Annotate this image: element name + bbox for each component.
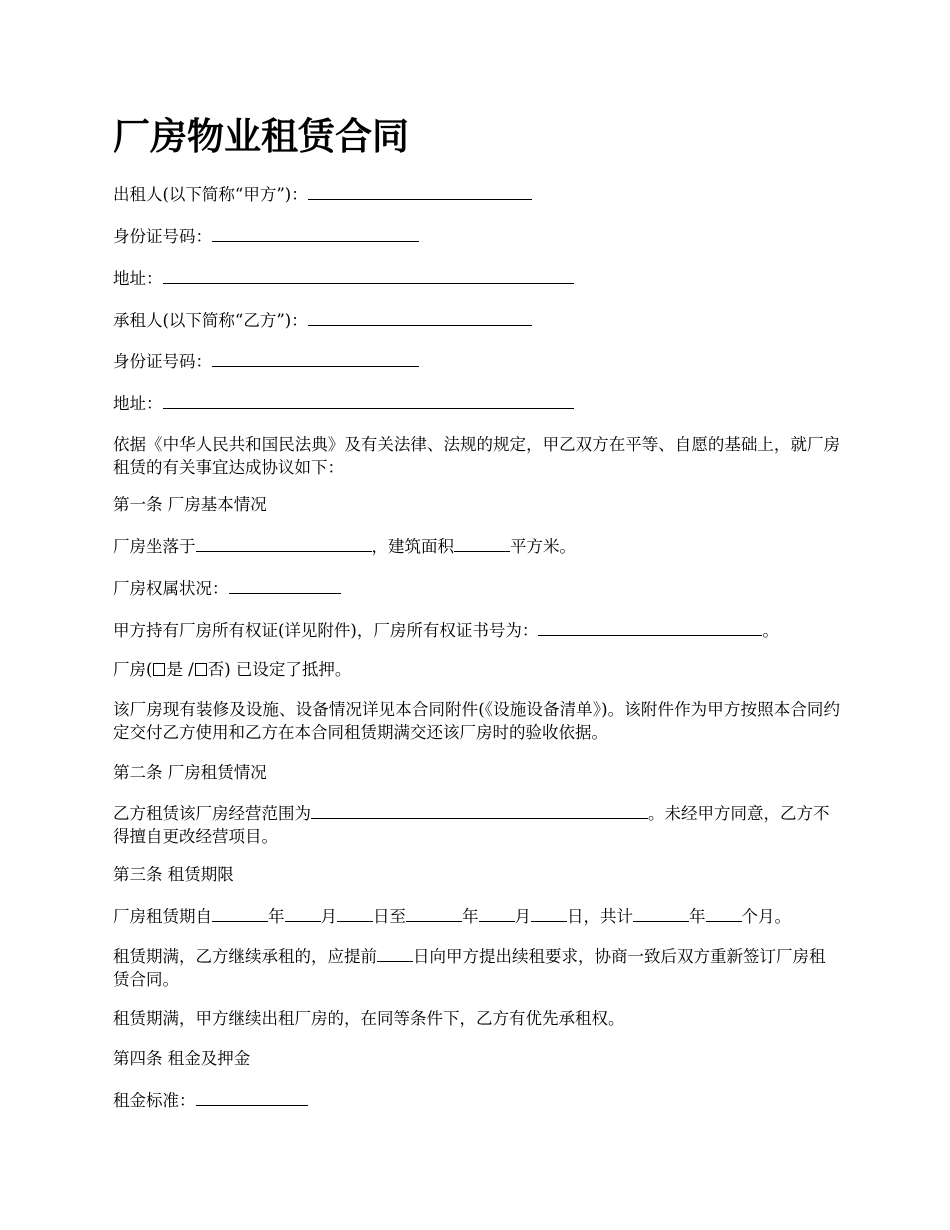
lessee-address-label: 地址： (113, 394, 163, 413)
location-label: 厂房坐落于 (113, 537, 196, 556)
lessee-address-blank (163, 391, 574, 409)
start-day-blank (337, 904, 373, 922)
rent-line (113, 1088, 840, 1112)
year-label: 年 (268, 907, 285, 926)
mortgage-line (113, 658, 840, 681)
renewal-label: 租赁期满，乙方继续承租的，应提前 (113, 947, 377, 966)
lessee-id-line (113, 349, 840, 373)
mortgage-no-label: 否) 已设定了抵押。 (207, 660, 352, 679)
day-total-label: 日，共计 (567, 907, 633, 926)
ownership-label: 厂房权属状况： (113, 579, 229, 598)
day-to-label: 日至 (373, 907, 406, 926)
total-years-blank (633, 904, 689, 922)
article4-heading: 第四条 租金及押金 (113, 1049, 251, 1068)
certificate-line (113, 618, 840, 642)
lessee-label: 承租人(以下简称“乙方”)： (113, 311, 308, 330)
year-label: 年 (462, 907, 479, 926)
lessor-name-blank (308, 182, 532, 200)
certificate-end: 。 (762, 621, 779, 640)
end-year-blank (406, 904, 462, 922)
lessee-id-blank (212, 349, 419, 367)
start-month-blank (285, 904, 321, 922)
lessor-label: 出租人(以下简称“甲方”)： (113, 185, 308, 204)
priority-line: 租赁期满，甲方继续出租厂房的，在同等条件下，乙方有优先承租权。 (113, 1009, 625, 1028)
lessor-address-label: 地址： (113, 269, 163, 288)
end-month-blank (479, 904, 515, 922)
area-unit: 平方米。 (510, 537, 576, 556)
area-label: ，建筑面积 (371, 537, 454, 556)
renewal-paragraph (113, 944, 840, 991)
renewal-suffix: 日向甲方提出续租要求，协商一致后双方重新签订厂房租赁合同。 (113, 947, 826, 989)
months-end-label: 个月。 (741, 907, 791, 926)
lessor-id-label: 身份证号码： (113, 227, 212, 246)
lessor-id-line (113, 224, 840, 248)
lessor-address-blank (163, 266, 574, 284)
ownership-blank (229, 576, 341, 594)
location-line (113, 534, 840, 558)
page-title: 厂房物业租赁合同 (113, 114, 409, 158)
month-label: 月 (320, 907, 337, 926)
term-line (113, 904, 840, 928)
scope-label: 乙方租赁该厂房经营范围为 (113, 804, 311, 823)
ownership-line (113, 576, 840, 600)
lessor-id-blank (212, 224, 419, 242)
article2-heading: 第二条 厂房租赁情况 (113, 763, 267, 782)
scope-paragraph (113, 801, 840, 848)
lessee-address-line (113, 391, 840, 415)
facilities-paragraph: 该厂房现有装修及设施、设备情况详见本合同附件(《设施设备清单》)。该附件作为甲方按照本合同约定交付乙方使用和乙方在本合同租赁期满交还该厂房时的验收依据。 (113, 700, 840, 742)
mortgage-no-checkbox[interactable] (195, 663, 207, 676)
term-label: 厂房租赁期自 (113, 907, 212, 926)
end-day-blank (531, 904, 567, 922)
scope-blank (311, 801, 648, 819)
month-label: 月 (514, 907, 531, 926)
area-blank (454, 534, 510, 552)
mortgage-prefix: 厂房( (113, 660, 153, 679)
intro-paragraph: 依据《中华人民共和国民法典》及有关法律、法规的规定，甲乙双方在平等、自愿的基础上，就厂房租赁的有关事宜达成协议如下： (113, 435, 840, 477)
certificate-label: 甲方持有厂房所有权证(详见附件)，厂房所有权证书号为： (113, 621, 539, 640)
article3-heading: 第三条 租赁期限 (113, 865, 234, 884)
rent-blank (196, 1088, 308, 1106)
lessor-address-line (113, 266, 840, 290)
year-label: 年 (689, 907, 706, 926)
start-year-blank (212, 904, 268, 922)
certificate-blank (538, 618, 762, 636)
article1-heading: 第一条 厂房基本情况 (113, 495, 267, 514)
scope-suffix: 。未经甲方同意，乙方不得擅自更改经营项目。 (113, 804, 830, 846)
lessee-name-line (113, 308, 840, 332)
mortgage-yes-label: 是 / (166, 660, 194, 679)
renewal-days-blank (377, 944, 413, 962)
total-months-blank (706, 904, 742, 922)
lessor-name-line (113, 182, 840, 206)
lessee-id-label: 身份证号码： (113, 352, 212, 371)
lessee-name-blank (308, 308, 532, 326)
rent-label: 租金标准： (113, 1091, 196, 1110)
mortgage-yes-checkbox[interactable] (153, 663, 165, 676)
location-blank (196, 534, 372, 552)
